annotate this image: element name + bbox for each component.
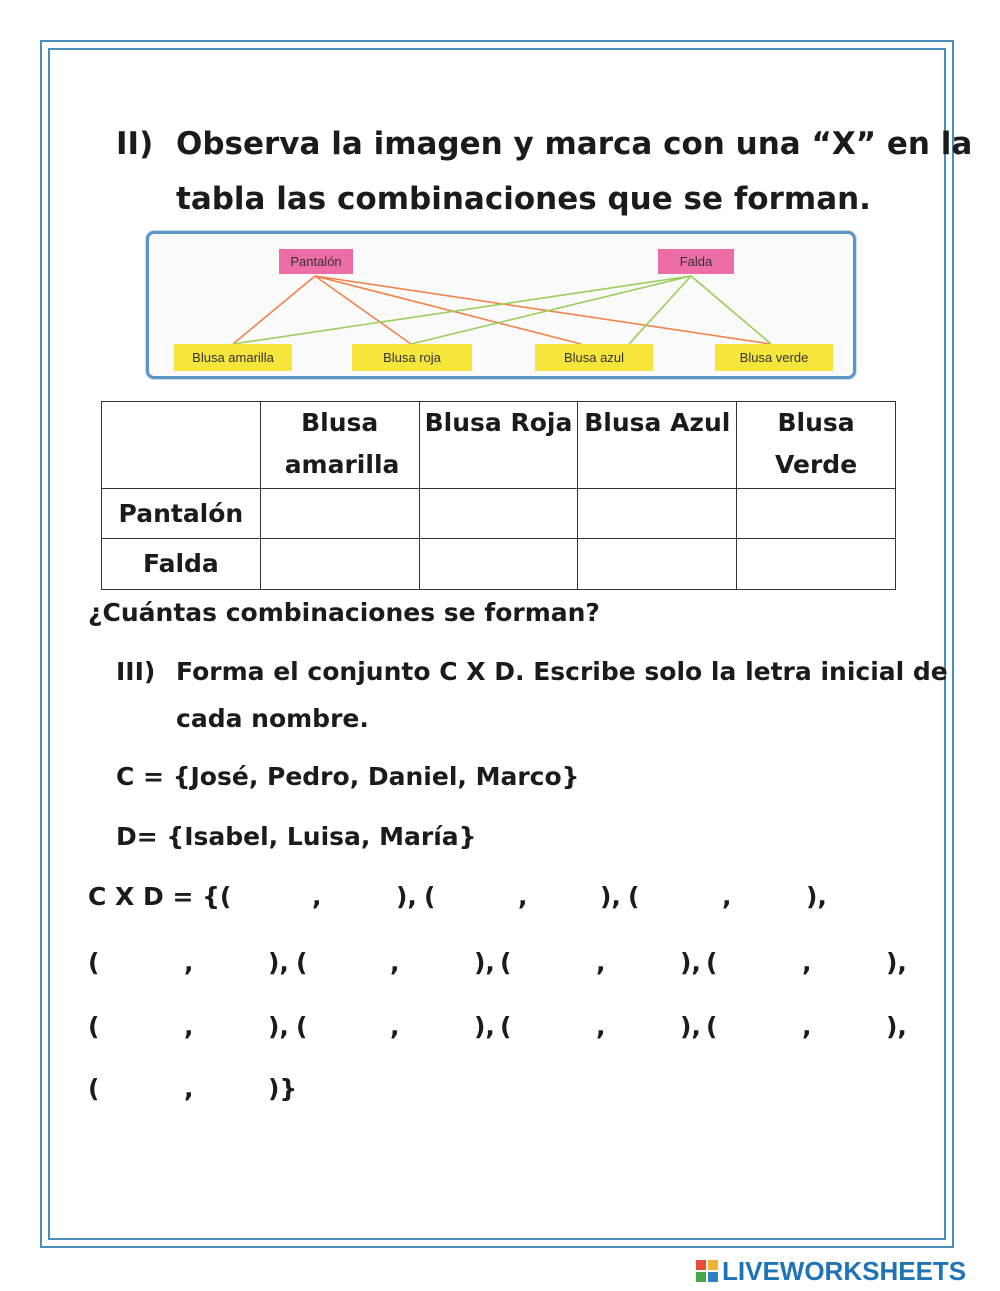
- cxd-comma: ,: [722, 882, 732, 911]
- inner-frame: [48, 48, 946, 1240]
- line-falda-roja: [411, 276, 691, 344]
- logo-text: LIVEWORKSHEETS: [722, 1255, 967, 1286]
- logo-blocks-icon: [696, 1260, 718, 1282]
- combination-table: [101, 401, 896, 590]
- cxd-close: ),: [680, 948, 701, 977]
- node-blusa-azul: Blusa azul: [535, 344, 653, 371]
- cxd-open: (: [500, 1012, 512, 1041]
- cxd-open: (: [88, 948, 100, 977]
- cxd-open: (: [424, 882, 436, 911]
- section-2-number: II): [116, 126, 154, 162]
- section-2-instruction-line-2: tabla las combinaciones que se forman.: [176, 181, 871, 217]
- cell-pantalon-azul[interactable]: [578, 489, 737, 539]
- cell-pantalon-verde[interactable]: [737, 489, 896, 539]
- question-combinations: ¿Cuántas combinaciones se forman?: [88, 598, 600, 627]
- row-label-pantalon: Pantalón: [102, 489, 261, 539]
- cxd-open: (: [628, 882, 640, 911]
- cxd-comma: ,: [802, 948, 812, 977]
- cxd-comma: ,: [184, 948, 194, 977]
- cxd-close: ),: [886, 1012, 907, 1041]
- cxd-open: (: [88, 1012, 100, 1041]
- cxd-comma: ,: [390, 1012, 400, 1041]
- cxd-open: (: [706, 1012, 718, 1041]
- cell-falda-amarilla[interactable]: [260, 539, 419, 590]
- section-3-number: III): [116, 657, 156, 686]
- cxd-comma: ,: [802, 1012, 812, 1041]
- cxd-comma: ,: [518, 882, 528, 911]
- set-c: C = {José, Pedro, Daniel, Marco}: [116, 762, 580, 791]
- cxd-comma: ,: [184, 1074, 194, 1103]
- header-blusa-verde: Blusa Verde: [737, 402, 896, 489]
- cxd-comma: ,: [390, 948, 400, 977]
- cell-falda-roja[interactable]: [419, 539, 578, 590]
- cxd-prefix: C X D = {(: [88, 882, 232, 911]
- table-corner-cell: [102, 402, 261, 489]
- header-blusa-amarilla: Blusa amarilla: [260, 402, 419, 489]
- set-d: D= {Isabel, Luisa, María}: [116, 822, 477, 851]
- cxd-close: ),: [268, 948, 289, 977]
- cxd-close: ),: [396, 882, 417, 911]
- cxd-close: ),: [474, 1012, 495, 1041]
- cxd-close: ),: [886, 948, 907, 977]
- cxd-close: ),: [600, 882, 621, 911]
- cxd-close: ),: [268, 1012, 289, 1041]
- line-falda-azul: [629, 276, 691, 344]
- cxd-comma: ,: [312, 882, 322, 911]
- combination-diagram: [146, 231, 856, 379]
- table-row: [102, 489, 896, 539]
- cxd-close: ),: [806, 882, 827, 911]
- cell-falda-verde[interactable]: [737, 539, 896, 590]
- section-2-instruction-line-1: Observa la imagen y marca con una “X” en la: [176, 126, 973, 162]
- cxd-open: (: [500, 948, 512, 977]
- cell-pantalon-amarilla[interactable]: [260, 489, 419, 539]
- cell-pantalon-roja[interactable]: [419, 489, 578, 539]
- row-label-falda: Falda: [102, 539, 261, 590]
- cxd-close: ),: [474, 948, 495, 977]
- cell-falda-azul[interactable]: [578, 539, 737, 590]
- line-pantalon-roja: [315, 276, 411, 344]
- cxd-close: ),: [680, 1012, 701, 1041]
- cxd-comma: ,: [596, 1012, 606, 1041]
- cxd-comma: ,: [184, 1012, 194, 1041]
- node-pantalon: Pantalón: [279, 249, 353, 274]
- node-falda: Falda: [658, 249, 734, 274]
- section-3-instruction-line-1: Forma el conjunto C X D. Escribe solo la letra inicial de: [176, 657, 948, 686]
- table-header-row: [102, 402, 896, 489]
- cxd-open: (: [296, 948, 308, 977]
- section-3-instruction-line-2: cada nombre.: [176, 704, 369, 733]
- liveworksheets-logo: [696, 1256, 966, 1286]
- cxd-open: (: [88, 1074, 100, 1103]
- header-blusa-azul: Blusa Azul: [578, 402, 737, 489]
- node-blusa-roja: Blusa roja: [352, 344, 472, 371]
- cxd-open: (: [706, 948, 718, 977]
- cxd-close-final: )}: [268, 1074, 298, 1103]
- table-row: [102, 539, 896, 590]
- cxd-open: (: [296, 1012, 308, 1041]
- node-blusa-amarilla: Blusa amarilla: [174, 344, 292, 371]
- cxd-comma: ,: [596, 948, 606, 977]
- node-blusa-verde: Blusa verde: [715, 344, 833, 371]
- header-blusa-roja: Blusa Roja: [419, 402, 578, 489]
